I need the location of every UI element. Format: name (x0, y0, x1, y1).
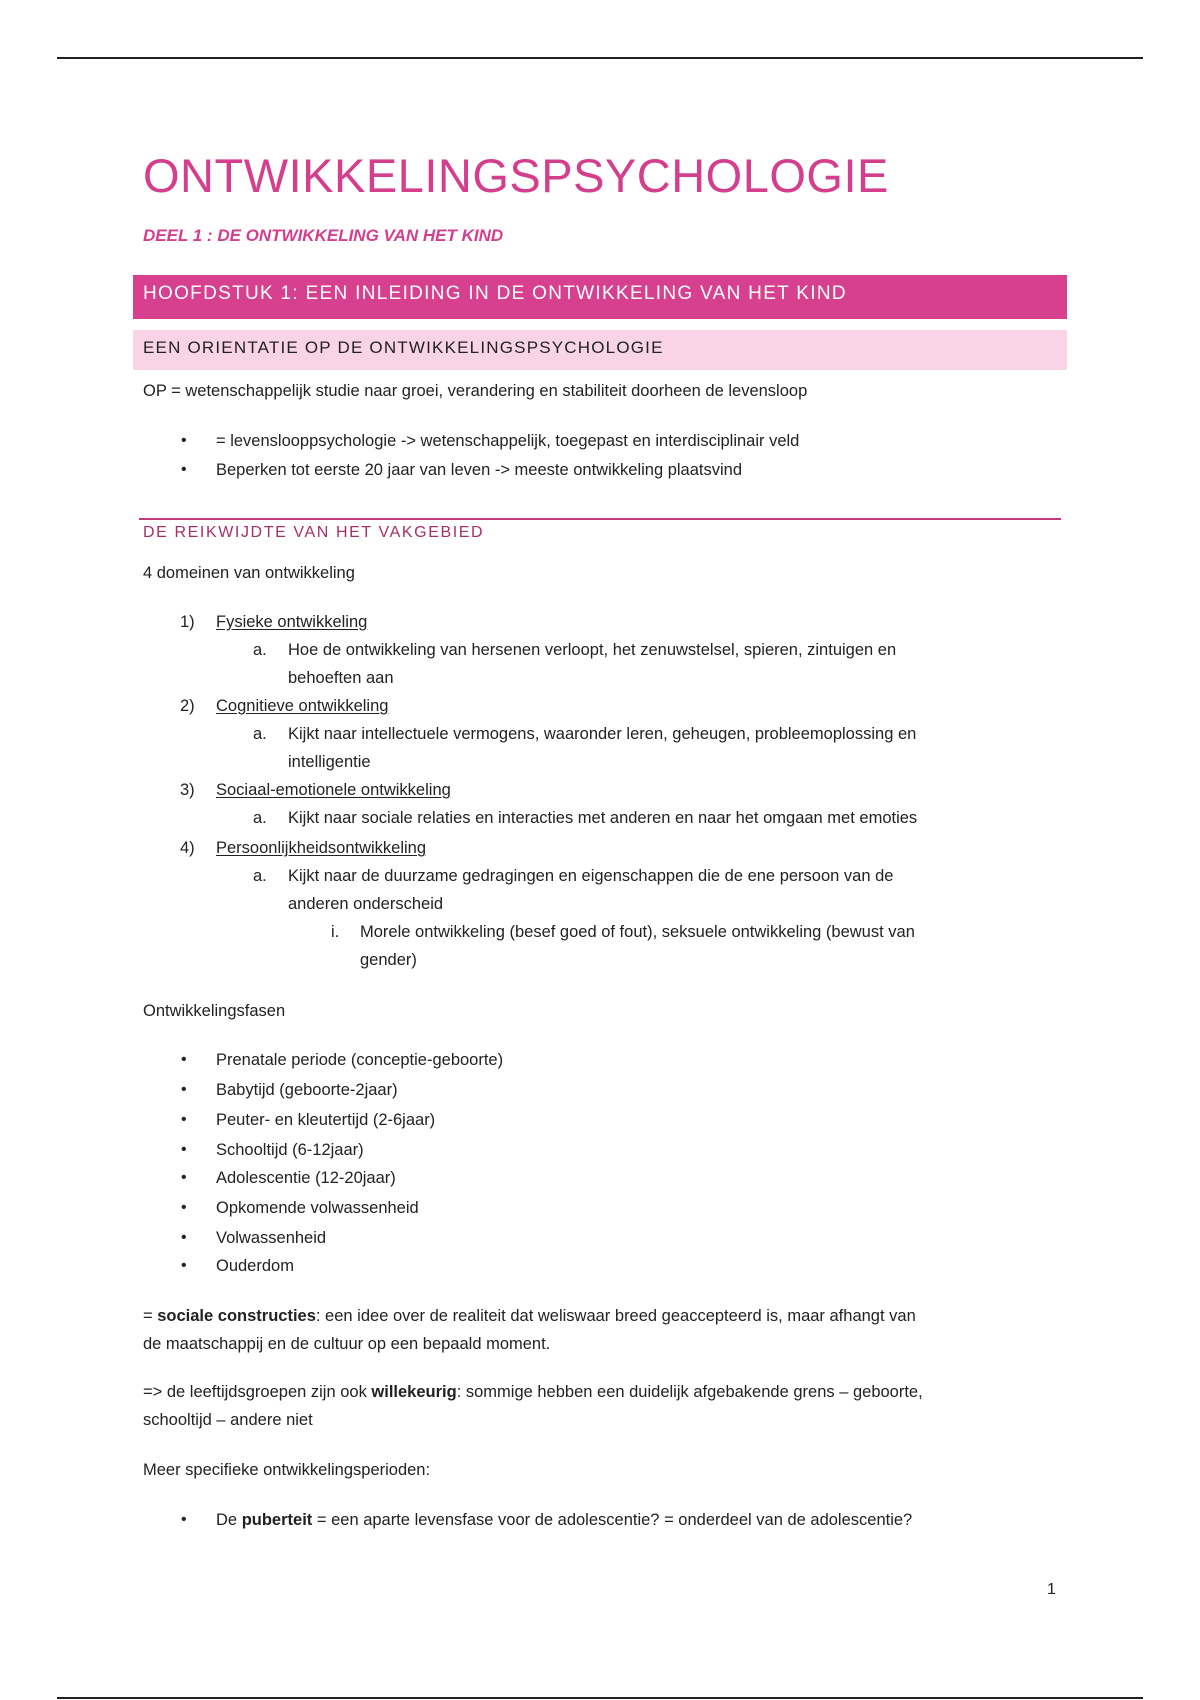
list-marker: a. (253, 867, 267, 885)
section-divider (139, 518, 1061, 520)
domain-title-personality: Persoonlijkheidsontwikkeling (216, 839, 427, 857)
list-marker: 3) (180, 781, 195, 799)
domain-subdescription: Morele ontwikkeling (besef goed of fout), seksuele ontwikkeling (bewust van (360, 923, 915, 941)
phase-item: Schooltijd (6-12jaar) (216, 1141, 364, 1159)
domain-description: Kijkt naar sociale relaties en interacties met anderen en naar het omgaan met emoties (288, 809, 918, 827)
puberty-item: De puberteit = een aparte levensfase voor de adolescentie? = onderdeel van de adolescentie? (216, 1511, 913, 1529)
section-heading-scope: DE REIKWIJDTE VAN HET VAKGEBIED (143, 524, 485, 541)
list-marker: a. (253, 725, 267, 743)
chapter-heading: HOOFDSTUK 1: EEN INLEIDING IN DE ONTWIKKELING VAN HET KIND (133, 275, 1067, 319)
social-constructs-line2: de maatschappij en de cultuur op een bepaald moment. (143, 1335, 551, 1353)
document-title: ONTWIKKELINGSPSYCHOLOGIE (143, 149, 889, 202)
domain-title-physical: Fysieke ontwikkeling (216, 613, 368, 631)
domain-description: behoeften aan (288, 669, 394, 687)
bullet-dot: • (181, 1081, 187, 1098)
phase-item: Peuter- en kleutertijd (2-6jaar) (216, 1111, 436, 1129)
phases-label: Ontwikkelingsfasen (143, 1002, 286, 1020)
list-marker: 1) (180, 613, 195, 631)
term-puberty: puberteit (241, 1511, 313, 1529)
list-item: = levenslooppsychologie -> wetenschappelijk, toegepast en interdisciplinair veld (216, 432, 800, 450)
phase-item: Opkomende volwassenheid (216, 1199, 419, 1217)
bullet-dot: • (181, 1229, 187, 1246)
bullet-dot: • (181, 1141, 187, 1158)
bullet-dot: • (181, 461, 187, 478)
domain-description: Hoe de ontwikkeling van hersenen verloopt, het zenuwstelsel, spieren, zintuigen en (288, 641, 897, 659)
term-arbitrary: willekeurig (371, 1383, 457, 1401)
domain-title-social-emotional: Sociaal-emotionele ontwikkeling (216, 781, 451, 799)
phase-item: Volwassenheid (216, 1229, 327, 1247)
phase-item: Ouderdom (216, 1257, 294, 1275)
list-marker: i. (331, 923, 340, 941)
phase-item: Babytijd (geboorte-2jaar) (216, 1081, 398, 1099)
phase-item: Prenatale periode (conceptie-geboorte) (216, 1051, 504, 1069)
arbitrary-line2: schooltijd – andere niet (143, 1411, 313, 1429)
op-definition: OP = wetenschappelijk studie naar groei, verandering en stabiliteit doorheen de levensloop (143, 382, 808, 400)
bullet-dot: • (181, 1199, 187, 1216)
domain-title-cognitive: Cognitieve ontwikkeling (216, 697, 389, 715)
document-subtitle: DEEL 1 : DE ONTWIKKELING VAN HET KIND (143, 226, 504, 245)
arbitrary-line: => de leeftijdsgroepen zijn ook willekeurig: sommige hebben een duidelijk afgebakende grens – geboorte, (143, 1383, 923, 1401)
domain-description: Kijkt naar de duurzame gedragingen en eigenschappen die de ene persoon van de (288, 867, 894, 885)
list-item: Beperken tot eerste 20 jaar van leven -> meeste ontwikkeling plaatsvind (216, 461, 743, 479)
specific-periods-label: Meer specifieke ontwikkelingsperioden: (143, 1461, 431, 1479)
social-constructs-line: = sociale constructies: een idee over de realiteit dat weliswaar breed geaccepteerd is, maar afhangt van (143, 1307, 916, 1325)
domain-description: anderen onderscheid (288, 895, 444, 913)
list-marker: a. (253, 641, 267, 659)
bullet-dot: • (181, 432, 187, 449)
domain-description: intelligentie (288, 753, 371, 771)
list-marker: a. (253, 809, 267, 827)
bullet-dot: • (181, 1257, 187, 1274)
domain-subdescription: gender) (360, 951, 417, 969)
list-marker: 2) (180, 697, 195, 715)
domains-intro: 4 domeinen van ontwikkeling (143, 564, 355, 582)
bullet-dot: • (181, 1511, 187, 1528)
bullet-dot: • (181, 1169, 187, 1186)
list-marker: 4) (180, 839, 195, 857)
bullet-dot: • (181, 1111, 187, 1128)
page-top-rule (57, 57, 1143, 59)
phase-item: Adolescentie (12-20jaar) (216, 1169, 396, 1187)
page-bottom-rule (57, 1697, 1143, 1699)
domain-description: Kijkt naar intellectuele vermogens, waaronder leren, geheugen, probleemoplossing en (288, 725, 917, 743)
bullet-dot: • (181, 1051, 187, 1068)
term-social-constructs: sociale constructies (157, 1307, 316, 1325)
section-heading-orientation: EEN ORIENTATIE OP DE ONTWIKKELINGSPSYCHOLOGIE (133, 330, 1067, 370)
page-number: 1 (1047, 1581, 1056, 1598)
